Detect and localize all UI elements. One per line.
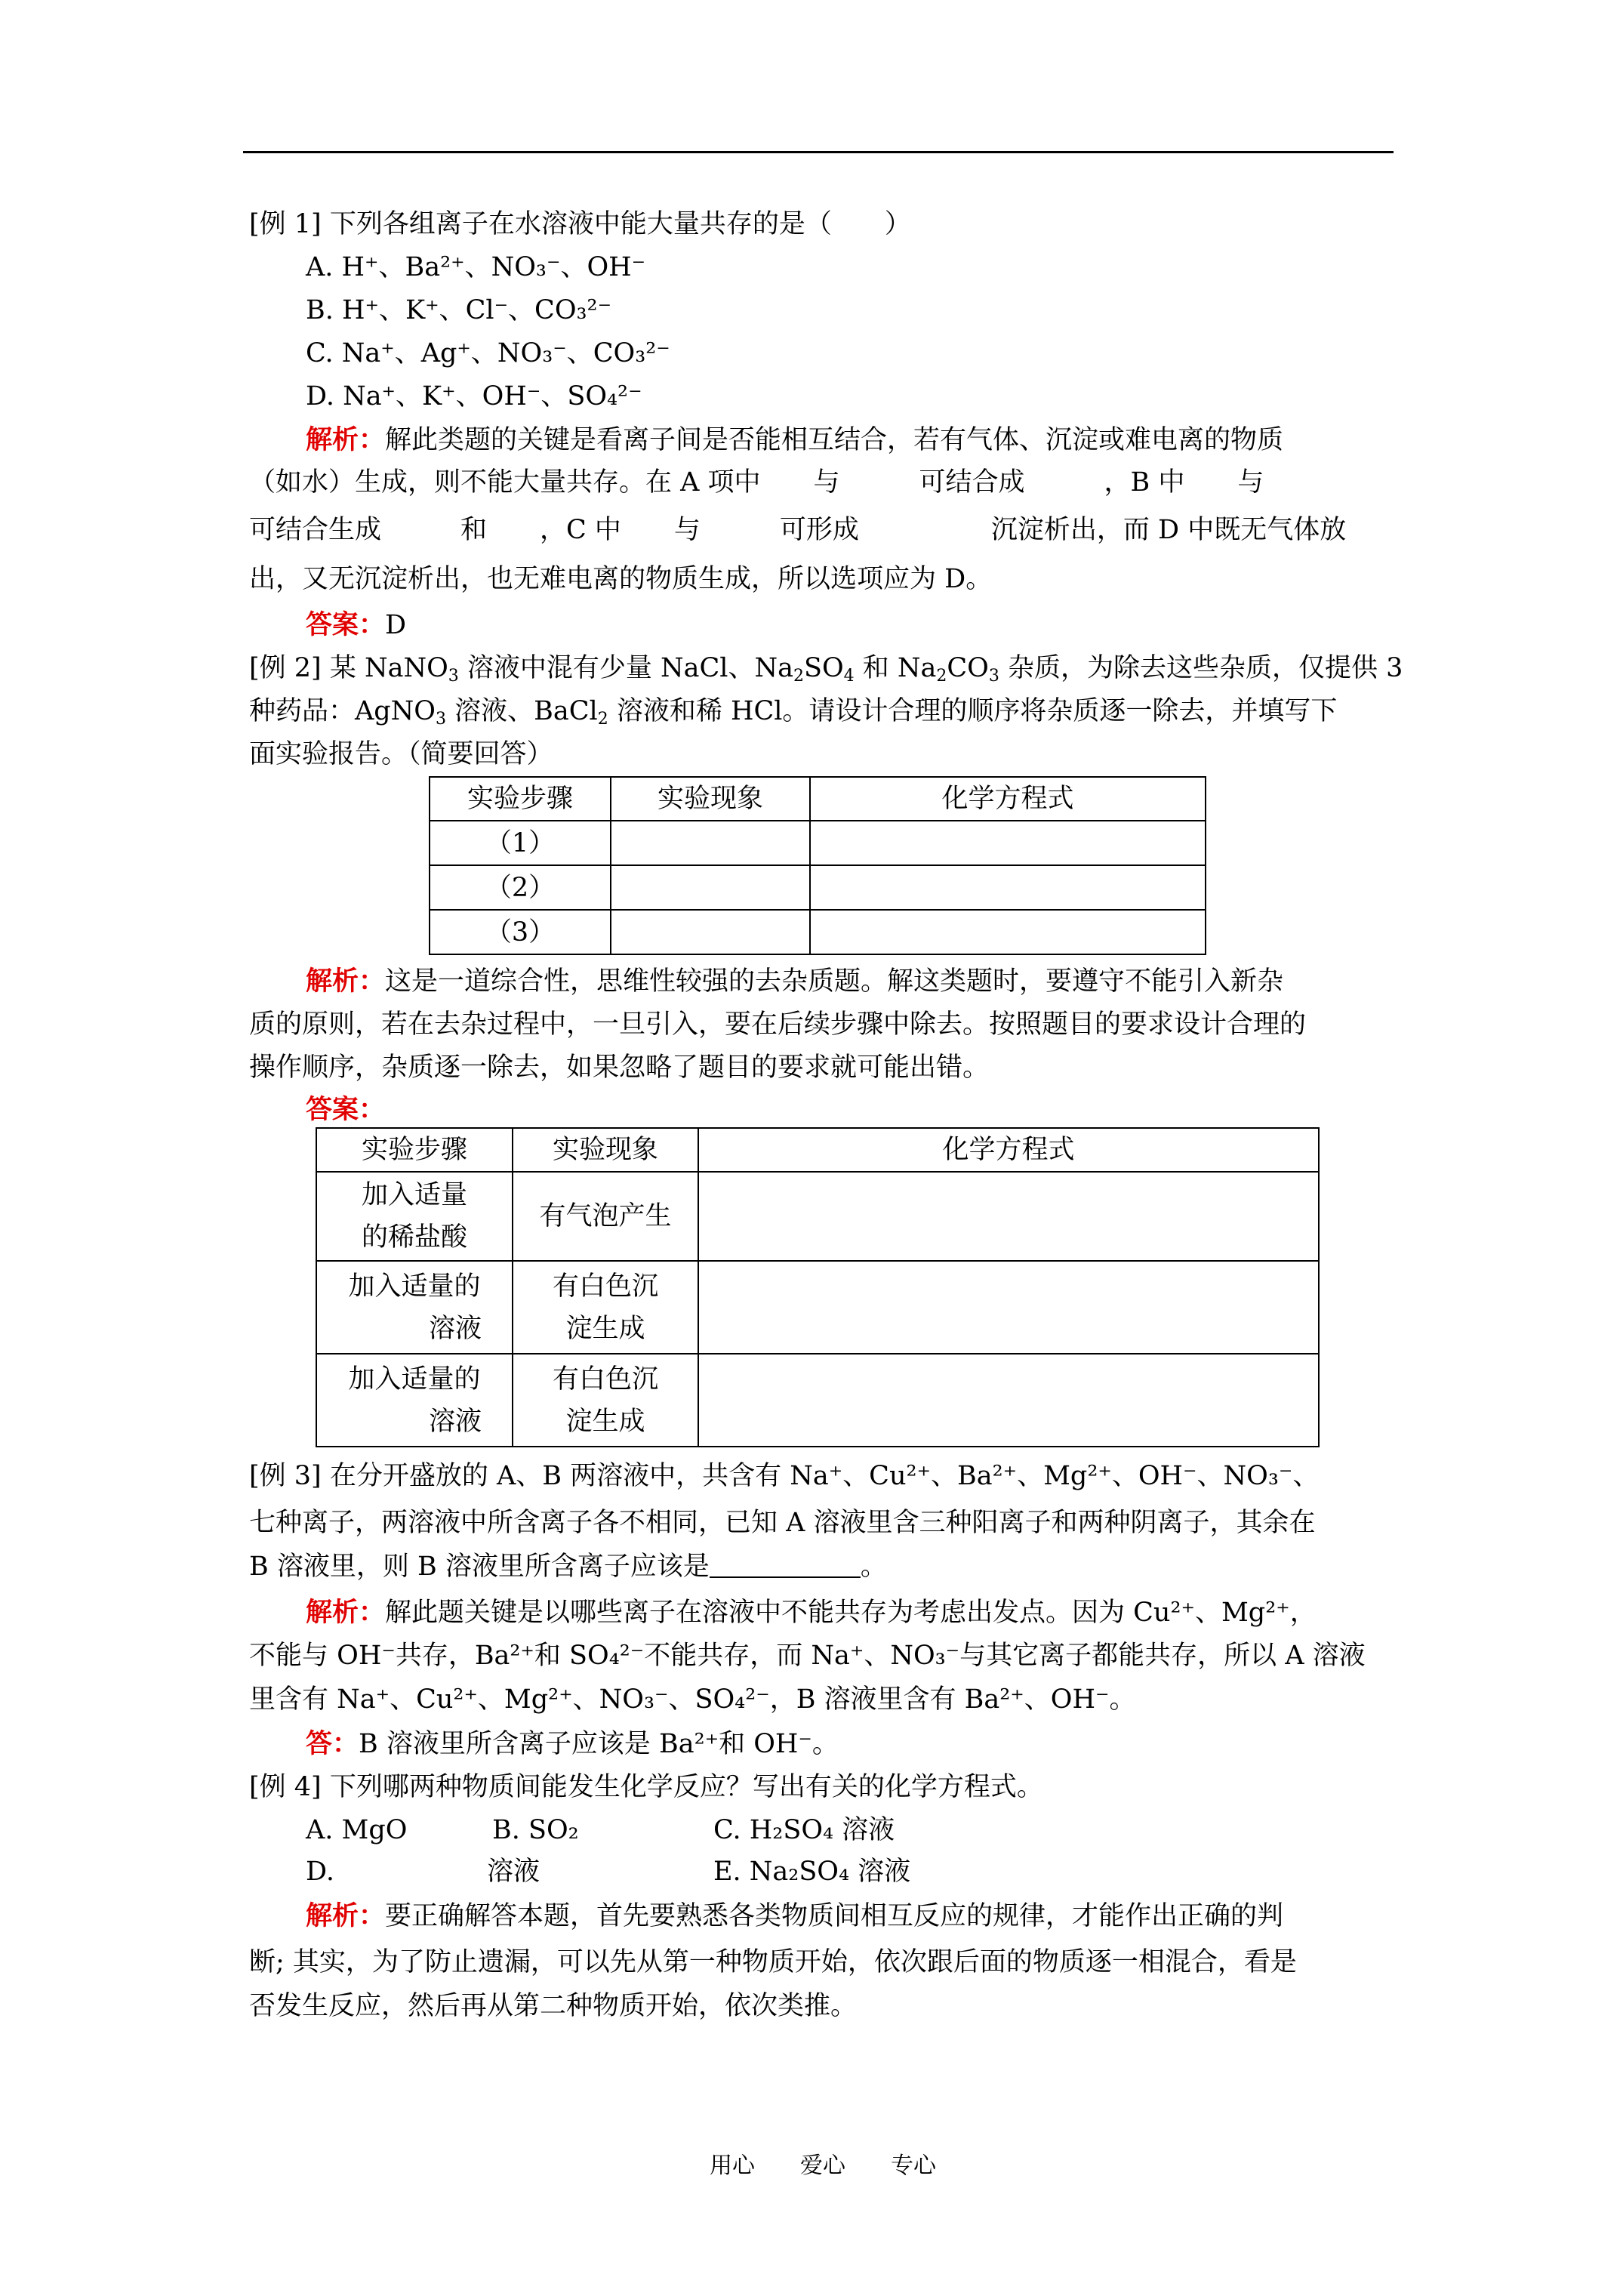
table2-row-2-equation	[698, 1261, 1319, 1354]
ex4-option-d: D.	[306, 1857, 334, 1887]
ex2-q1-sub: 3	[448, 667, 459, 686]
table2-header-step: 实验步骤	[316, 1128, 513, 1172]
ex2-q1-sub4: 4	[843, 667, 855, 686]
ex3-analysis-text-1: 解此题关键是以哪些离子在溶液中不能共存为考虑出发点。因为 Cu²⁺、Mg²⁺，	[385, 1598, 1317, 1628]
table2-row-2-step-a: 加入适量的	[348, 1271, 481, 1302]
ex4-option-b: B. SO₂	[492, 1815, 579, 1845]
ex3-question-line-1: [例 3] 在分开盛放的 A、B 两溶液中，共含有 Na⁺、Cu²⁺、Ba²⁺、Mg²⁺、OH⁻、NO₃⁻、	[249, 1461, 1320, 1491]
table1-row-2-observation	[611, 865, 810, 910]
table2-row-2-step-b: 溶液	[428, 1313, 482, 1344]
ex1-analysis-line-1	[306, 424, 1284, 455]
page-footer: 用心 爱心 专心	[710, 2153, 936, 2179]
table2-row-1-step-b: 的稀盐酸	[361, 1222, 467, 1253]
ex1-analysis-text-1: 解此类题的关键是看离子间是否能相互结合，若有气体、沉淀或难电离的物质	[385, 425, 1284, 455]
ex1-question: [例 1] 下列各组离子在水溶液中能大量共存的是（ ）	[249, 209, 911, 239]
table2-row-3-step	[316, 1354, 513, 1447]
ex2-q1-b: 溶液中混有少量 NaCl、Na	[458, 653, 793, 683]
table2-header-observation: 实验现象	[513, 1128, 698, 1172]
table1-row-1-step: （1）	[430, 821, 611, 865]
ex2-analysis-line-3: 操作顺序，杂质逐一除去，如果忽略了题目的要求就可能出错。	[249, 1052, 990, 1083]
table1-header-observation: 实验现象	[611, 777, 810, 821]
ex3-question-line-2: 七种离子，两溶液中所含离子各不相同，已知 A 溶液里含三种阳离子和两种阴离子，其余在	[249, 1508, 1316, 1538]
ex2-analysis-line-1	[306, 968, 1283, 995]
ex3-analysis-line-2: 不能与 OH⁻共存，Ba²⁺和 SO₄²⁻不能共存，而 Na⁺、NO₃⁻与其它离子都能共存，所以 A 溶液	[249, 1641, 1366, 1671]
ex1-answer-value: D	[385, 610, 407, 640]
ex2-q1-sub3b: 3	[988, 667, 999, 686]
ex2-analysis-line-2: 质的原则，若在去杂过程中，一旦引入，要在后续步骤中除去。按照题目的要求设计合理的	[249, 1009, 1307, 1040]
ex2-analysis-label: 解析：	[306, 966, 386, 997]
table1-header-step: 实验步骤	[430, 777, 611, 821]
ex2-q2-a: 种药品：AgNO	[249, 696, 436, 726]
ex2-q1-sub2: 2	[793, 667, 804, 686]
table2-row-3-obs-a: 有白色沉	[552, 1364, 658, 1395]
table1-header-equation: 化学方程式	[810, 777, 1206, 821]
ex1-answer	[306, 609, 407, 640]
ex3-question-end: 。	[860, 1552, 887, 1582]
ex4-option-e: E. Na₂SO₄ 溶液	[713, 1857, 911, 1887]
table2-row-3-equation	[698, 1354, 1319, 1447]
ex3-question-text: B 溶液里，则 B 溶液里所含离子应该是	[249, 1552, 710, 1582]
ex3-answer-blank[interactable]	[710, 1555, 861, 1578]
ex4-analysis-line-2: 断; 其实，为了防止遗漏，可以先从第一种物质开始，依次跟后面的物质逐一相混合，看是	[249, 1947, 1297, 1977]
header-rule	[243, 151, 1394, 153]
ex2-q1-sub2b: 2	[936, 667, 947, 686]
table2-row-3-step-a: 加入适量的	[348, 1364, 481, 1395]
ex1-option-d: D. Na⁺、K⁺、OH⁻、SO₄²⁻	[306, 381, 642, 411]
ex2-report-table	[429, 776, 1206, 955]
table1-row-1-equation	[810, 821, 1206, 865]
table2-row-2-step	[316, 1261, 513, 1354]
table1-row-3-observation	[611, 910, 810, 954]
ex2-answer-label: 答案：	[306, 1094, 386, 1125]
ex2-q1-so: SO	[803, 653, 844, 683]
table2-row-3-step-b: 溶液	[428, 1406, 482, 1437]
ex1-analysis-line-4: 出，又无沉淀析出，也无难电离的物质生成，所以选项应为 D。	[249, 564, 993, 594]
ex1-answer-label: 答案：	[306, 609, 386, 640]
ex2-q2-sub2: 2	[597, 710, 608, 729]
ex1-analysis-label: 解析：	[306, 424, 386, 455]
ex4-analysis-line-1	[306, 1900, 1284, 1931]
ex4-question: [例 4] 下列哪两种物质间能发生化学反应？写出有关的化学方程式。	[249, 1772, 1043, 1802]
ex4-option-a: A. MgO	[306, 1815, 408, 1845]
ex4-option-d-rest: 溶液	[487, 1857, 540, 1887]
ex4-analysis-label: 解析：	[306, 1900, 386, 1931]
table2-row-2-obs-b: 淀生成	[565, 1313, 645, 1344]
ex2-answer-table	[316, 1127, 1320, 1447]
ex3-question-line-3	[249, 1554, 887, 1580]
ex4-option-c: C. H₂SO₄ 溶液	[713, 1815, 895, 1845]
table2-row-1-step-a: 加入适量	[361, 1180, 467, 1210]
ex4-analysis-text-1: 要正确解答本题，首先要熟悉各类物质间相互反应的规律，才能作出正确的判	[385, 1901, 1284, 1931]
ex3-answer-label: 答：	[306, 1728, 359, 1759]
table2-row-1-step	[316, 1172, 513, 1261]
ex2-q2-sub3: 3	[436, 710, 446, 729]
ex1-analysis-line-3: 可结合生成 和 ，C 中 与 可形成 沉淀析出，而 D 中既无气体放	[249, 515, 1347, 545]
table2-row-3-observation	[513, 1354, 698, 1447]
ex2-analysis-text-1: 这是一道综合性，思维性较强的去杂质题。解这类题时，要遵守不能引入新杂	[385, 966, 1284, 997]
ex3-analysis-label: 解析：	[306, 1597, 386, 1628]
table2-row-2-obs-a: 有白色沉	[552, 1271, 658, 1302]
table2-header-equation: 化学方程式	[698, 1128, 1319, 1172]
ex1-option-c: C. Na⁺、Ag⁺、NO₃⁻、CO₃²⁻	[306, 338, 670, 368]
table2-row-3-obs-b: 淀生成	[565, 1406, 645, 1437]
table1-row-2-step: （2）	[430, 865, 611, 910]
ex2-q2-c: 溶液和稀 HCl。请设计合理的顺序将杂质逐一除去，并填写下	[608, 696, 1338, 726]
ex3-analysis-line-1	[306, 1599, 1317, 1626]
ex2-question-line-3: 面实验报告。（简要回答）	[249, 739, 553, 769]
table2-row-1-observation: 有气泡产生	[513, 1172, 698, 1261]
ex2-question-line-1	[249, 653, 1403, 686]
ex2-q1-a: [例 2] 某 NaNO	[249, 653, 448, 683]
table2-row-1-equation	[698, 1172, 1319, 1261]
ex2-q1-co: CO	[947, 653, 989, 683]
table1-row-3-step: （3）	[430, 910, 611, 954]
ex3-answer-text: B 溶液里所含离子应该是 Ba²⁺和 OH⁻。	[359, 1729, 839, 1759]
ex4-analysis-line-3: 否发生反应，然后再从第二种物质开始，依次类推。	[249, 1991, 858, 2021]
table1-row-1-observation	[611, 821, 810, 865]
ex2-q1-c: 和 Na	[854, 653, 937, 683]
table2-row-2-observation	[513, 1261, 698, 1354]
ex1-option-a: A. H⁺、Ba²⁺、NO₃⁻、OH⁻	[306, 252, 646, 282]
ex1-option-b: B. H⁺、K⁺、Cl⁻、CO₃²⁻	[306, 295, 612, 325]
ex3-analysis-line-3: 里含有 Na⁺、Cu²⁺、Mg²⁺、NO₃⁻、SO₄²⁻，B 溶液里含有 Ba²⁺、OH⁻。	[249, 1684, 1136, 1715]
table1-row-3-equation	[810, 910, 1206, 954]
ex3-answer	[306, 1730, 839, 1758]
ex2-q2-b: 溶液、BaCl	[446, 696, 598, 726]
ex2-question-line-2	[249, 696, 1338, 729]
table1-row-2-equation	[810, 865, 1206, 910]
ex1-analysis-line-2: （如水）生成，则不能大量共存。在 A 项中 与 可结合成 ，B 中 与	[249, 467, 1264, 498]
ex2-q1-d: 杂质，为除去这些杂质，仅提供 3	[999, 653, 1403, 683]
